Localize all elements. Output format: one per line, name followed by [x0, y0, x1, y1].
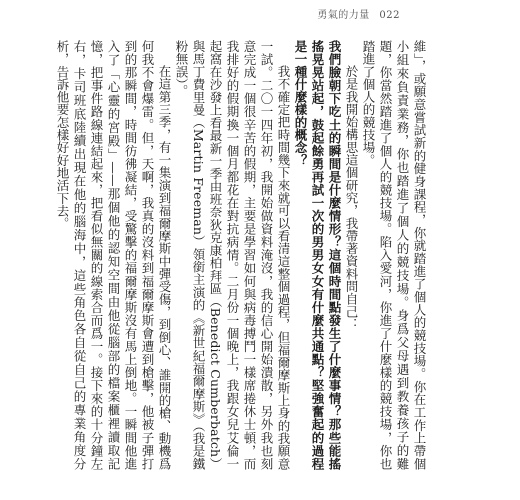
- running-header: [317, 6, 400, 21]
- key-questions: 我們臉朝下吃土的瞬間是什麼情形？這個時間點發生了什麼事情？那些能搖搖晃晃站起，鼓起餘勇再試一次的男男女女有什麼共通點？堅強奮起的過程是一種什麼樣的概念？: [293, 40, 342, 470]
- page-number: 022: [379, 10, 400, 21]
- body-text: [55, 40, 428, 470]
- paragraph: 於是我開始構思這個研究，我帶著資料問自己：: [344, 65, 359, 331]
- paragraph: 在這第三季，有一集演到福爾摩斯中彈受傷，到倒心、誰開的槍、動機爲何我不會爆雷。但，天啊，我真的沒料到福爾摩斯會遭到槍擊，他被子彈打到的那瞬間，時間彷彿凝結，受驚擊的福爾摩斯沒有馬上倒地。一瞬間他進入了「心靈的宮殿」——那個他的認知空間由他從腦部的檔案櫃裡讀取記憶，把事件路線連結起來，把看似無關的線索合而爲一。接下來的十分鐘左右，卡司班底陸續出現在他的腦海中，這些角色各自從自己的專業角度分析，告訴他要怎樣好好地活下去。: [55, 40, 172, 470]
- paragraph: 我不確定把時間幾下來就可以看清這整個過程，但福爾摩斯上身的我願意一試。二〇一四年初，我開始做資料淹沒，我的信心開始潰散，另外我也刻意完成一個很辛苦的假期，主要是學習如何與病毒搏鬥一樣席捲休士頓，而我排好的假期換一個月都花在對抗病情。二月份一個晚上，我跟女兒艾倫一起窩在沙發上看最新一季由班奈狄克康柏拜區（Benedict Cumberbatch）與馬丁費里曼（Martin Freeman）領銜主演的《新世紀福爾摩斯》（我是鐵粉無誤）。: [174, 40, 291, 470]
- book-title: 勇氣的力量: [317, 10, 370, 21]
- paragraph: 維」，或願意嘗試新的健身課程，你就踏進了個人的競技場。你在工作上帶個小組來負責業務，你也踏進了個人的競技場。身爲父母遇到教養孩子的難題，你當然踏進了個人的競技場。陷入愛河，你進了什麼樣的競技場，你也踏進了個人的競技場。: [361, 40, 427, 470]
